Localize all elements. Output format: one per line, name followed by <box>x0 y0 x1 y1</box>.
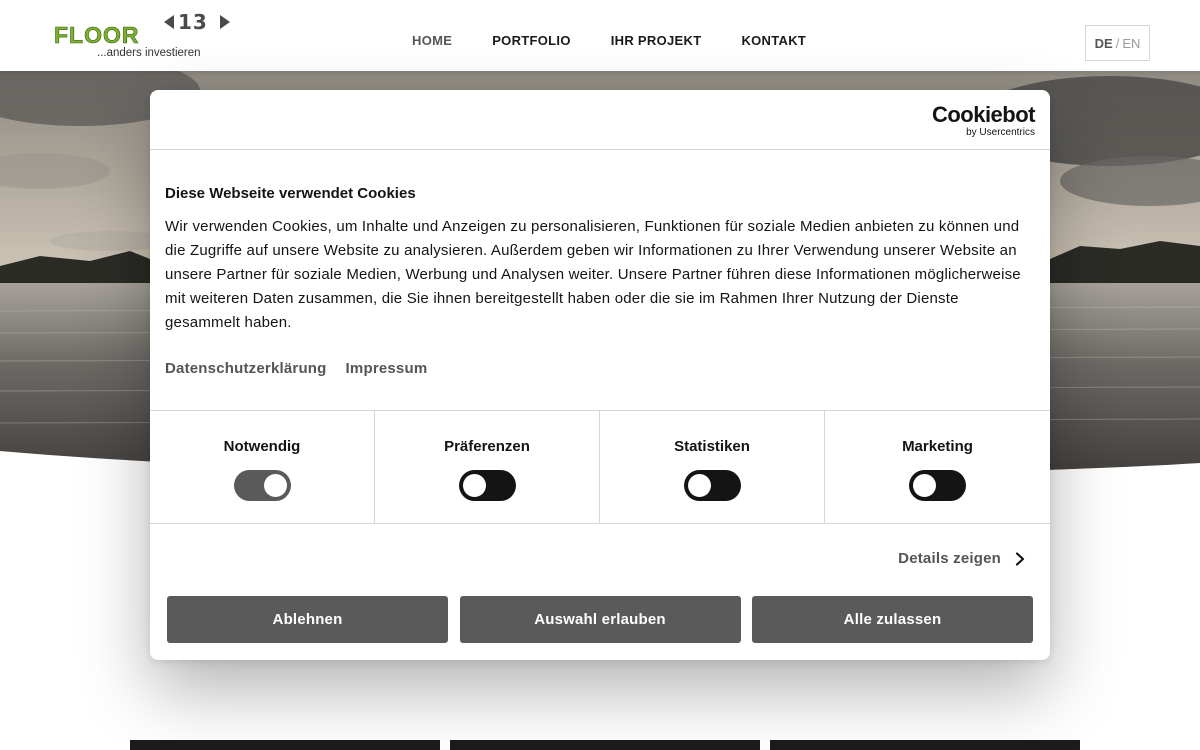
logo-arrow-right-icon <box>220 15 230 29</box>
toggle-knob <box>463 474 486 497</box>
dialog-header <box>150 90 1050 150</box>
logo-tagline: ...anders investieren <box>97 47 201 59</box>
cookiebot-subtitle: by Usercentrics <box>966 127 1035 138</box>
category-label: Notwendig <box>223 438 301 455</box>
cookie-categories <box>150 410 1050 524</box>
toggle-marketing[interactable] <box>909 470 966 501</box>
category-label: Präferenzen <box>444 438 530 455</box>
category-marketing <box>825 411 1050 523</box>
nav-item-ihr-projekt[interactable]: IHR PROJEKT <box>610 33 702 48</box>
privacy-policy-link[interactable]: Datenschutzerklärung <box>165 360 327 377</box>
show-details-link[interactable] <box>898 550 1025 567</box>
dialog-links <box>165 360 427 377</box>
content-card[interactable] <box>130 740 440 750</box>
nav-item-portfolio[interactable]: PORTFOLIO <box>492 33 571 48</box>
cookie-consent-dialog <box>150 90 1050 660</box>
category-statistiken <box>600 411 825 523</box>
toggle-praeferenzen[interactable] <box>459 470 516 501</box>
language-en[interactable]: EN <box>1122 35 1141 51</box>
logo-number: 13 <box>178 10 208 34</box>
logo-arrow-left-icon <box>164 15 174 29</box>
cookiebot-logo <box>932 104 1035 139</box>
floor13-logo[interactable] <box>54 10 234 62</box>
toggle-statistiken[interactable] <box>684 470 741 501</box>
chevron-right-icon <box>1015 552 1025 566</box>
dialog-actions <box>167 596 1033 643</box>
imprint-link[interactable]: Impressum <box>345 360 428 377</box>
language-separator: / <box>1115 35 1120 51</box>
language-de[interactable]: DE <box>1094 35 1113 51</box>
toggle-knob <box>913 474 936 497</box>
allow-selection-button[interactable]: Auswahl erlauben <box>460 596 741 643</box>
category-notwendig <box>150 411 375 523</box>
logo-brand: FLOOR <box>54 22 140 48</box>
category-label: Statistiken <box>674 438 750 455</box>
nav-item-kontakt[interactable]: KONTAKT <box>741 33 807 48</box>
main-nav <box>412 33 846 48</box>
content-card[interactable] <box>770 740 1080 750</box>
toggle-knob <box>688 474 711 497</box>
dialog-title: Diese Webseite verwendet Cookies <box>165 185 416 202</box>
cookiebot-name: Cookiebot <box>931 102 1035 127</box>
dialog-body <box>165 185 1035 335</box>
content-card[interactable] <box>450 740 760 750</box>
language-switcher <box>1085 25 1150 61</box>
decline-button[interactable]: Ablehnen <box>167 596 448 643</box>
toggle-notwendig[interactable] <box>234 470 291 501</box>
nav-item-home[interactable]: HOME <box>412 33 453 48</box>
category-praeferenzen <box>375 411 600 523</box>
category-label: Marketing <box>902 438 973 455</box>
allow-all-button[interactable]: Alle zulassen <box>752 596 1033 643</box>
show-details-label: Details zeigen <box>898 550 1001 567</box>
site-header <box>0 0 1200 71</box>
dialog-text: Wir verwenden Cookies, um Inhalte und Anzeigen zu personalisieren, Funktionen für soziale Medien anbieten zu können und die Zugriffe auf unsere Website zu analysieren. Außerdem geben wir Informationen zu Ihrer Verwendung unserer Website an unsere Partner für soziale Medien, Werbung und Analysen weiter. Unsere Partner führen diese Informationen möglicherweise mit weiteren Daten zusammen, die Sie ihnen bereitgestellt haben oder die sie im Rahmen Ihrer Nutzung der Dienste gesammelt haben. <box>165 218 1021 331</box>
toggle-knob <box>264 474 287 497</box>
